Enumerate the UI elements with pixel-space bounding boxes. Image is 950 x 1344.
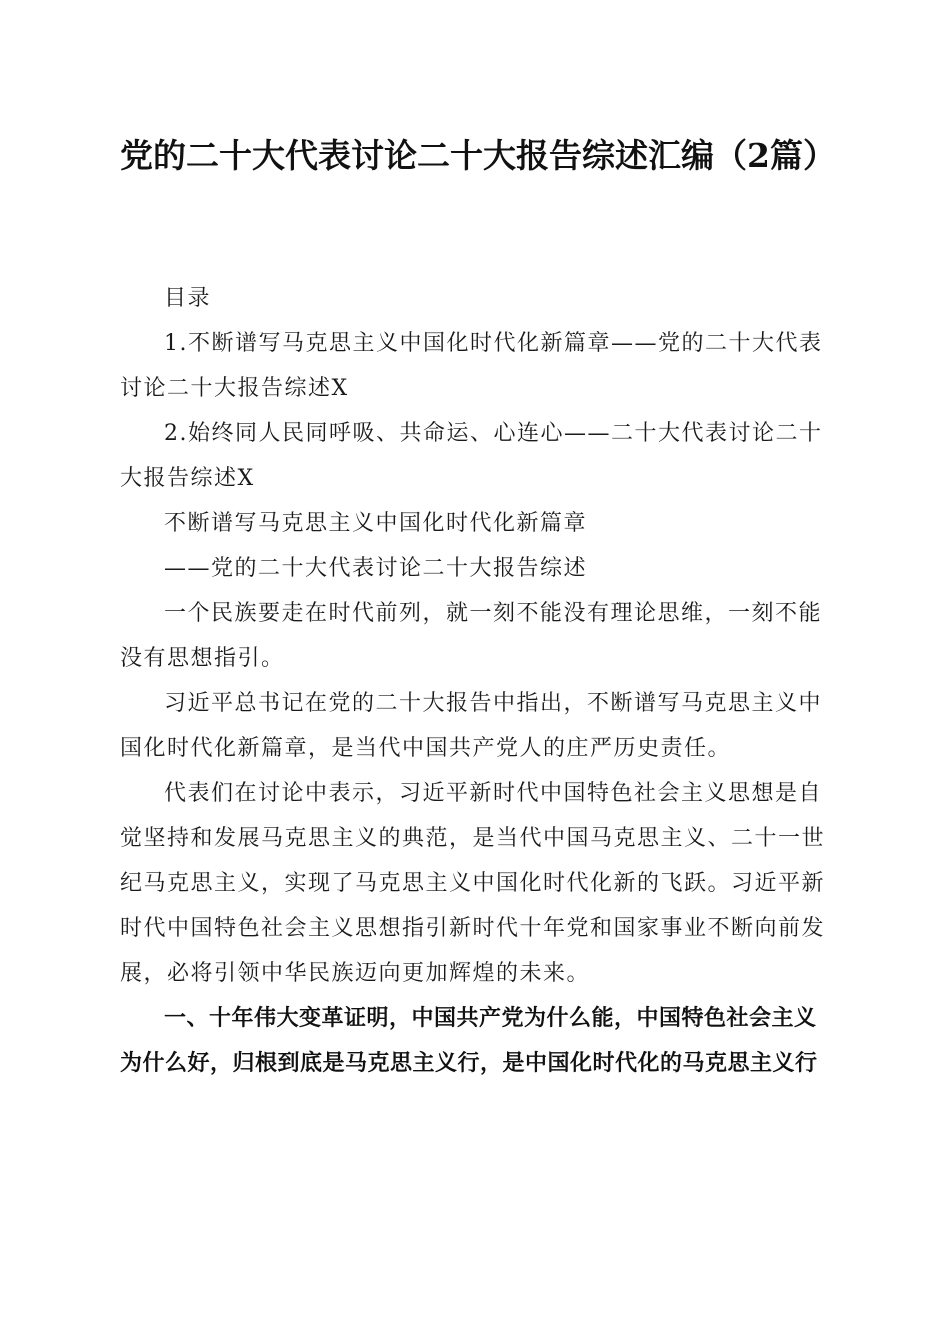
paragraph: 习近平总书记在党的二十大报告中指出，不断谱写马克思主义中国化时代化新篇章，是当代中国共产党人的庄严历史责任。 — [120, 691, 823, 761]
paragraph: 一个民族要走在时代前列，就一刻不能没有理论思维，一刻不能没有思想指引。 — [120, 601, 823, 671]
article-title: 不断谱写马克思主义中国化时代化新篇章 — [164, 511, 588, 536]
article-subtitle: ——党的二十大代表讨论二十大报告综述 — [164, 556, 588, 581]
toc-item-2: 2.始终同人民同呼吸、共命运、心连心——二十大代表讨论二十大报告综述X — [120, 421, 823, 491]
toc-label: 目录 — [164, 286, 212, 311]
toc-item-1: 1.不断谱写马克思主义中国化时代化新篇章——党的二十大代表讨论二十大报告综述X — [120, 331, 823, 401]
document-title: 党的二十大代表讨论二十大报告综述汇编（2篇） — [120, 136, 836, 175]
document-body — [120, 276, 832, 1086]
section-heading: 一、十年伟大变革证明，中国共产党为什么能，中国特色社会主义为什么好，归根到底是马克思主义行，是中国化时代化的马克思主义行 — [120, 1006, 818, 1076]
paragraph: 代表们在讨论中表示，习近平新时代中国特色社会主义思想是自觉坚持和发展马克思主义的典范，是当代中国马克思主义、二十一世纪马克思主义，实现了马克思主义中国化时代化新的飞跃。习近平新时代中国特色社会主义思想指引新时代十年党和国家事业不断向前发展，必将引领中华民族迈向更加辉煌的未来。 — [120, 781, 826, 986]
